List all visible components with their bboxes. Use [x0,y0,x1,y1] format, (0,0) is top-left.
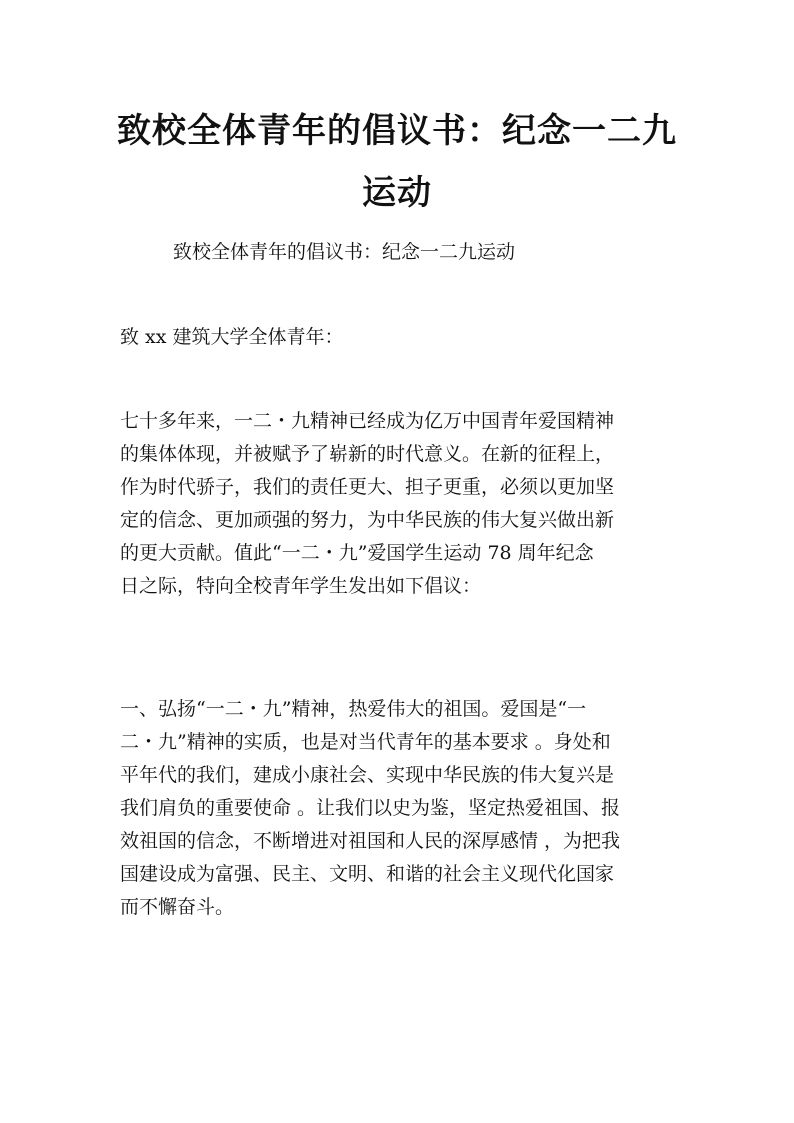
paragraph-line: 一、弘扬“一二・九”精神，热爱伟大的祖国。爱国是“一 [120,698,587,720]
paragraph-line: 而不懈奋斗。 [120,896,235,918]
paragraph-line: 七十多年来，一二・九精神已经成为亿万中国青年爱国精神 [120,410,615,432]
paragraph-line: 平年代的我们，建成小康社会、实现中华民族的伟大复兴是 [120,764,615,786]
document-subtitle: 致校全体青年的倡议书：纪念一二九运动 [173,241,516,263]
paragraph-line: 的更大贡献。值此“一二・九”爱国学生运动 78 周年纪念 [120,542,594,564]
document-title [100,100,694,224]
paragraph-line: 二・九”精神的实质，也是对当代青年的基本要求 。身处和 [120,731,611,753]
title-line: 致校全体青年的倡议书：纪念一二九 [117,111,677,151]
paragraph-line: 日之际，特向全校青年学生发出如下倡议： [120,575,482,597]
paragraph-proposal-one [120,693,620,924]
paragraph-line: 效祖国的信念，不断增进对祖国和人民的深厚感情 ，为把我 [120,830,621,852]
title-line: 运动 [362,173,432,213]
paragraph-line: 我们肩负的重要使命 。让我们以史为鉴，坚定热爱祖国、报 [120,797,621,819]
paragraph-line: 的集体体现，并被赋予了崭新的时代意义。在新的征程上， [120,443,615,465]
paragraph-intro [120,405,614,603]
paragraph-line: 国建设成为富强、民主、文明、和谐的社会主义现代化国家 [120,863,615,885]
paragraph-line: 定的信念、更加顽强的努力，为中华民族的伟大复兴做出新 [120,509,615,531]
salutation: 致 xx 建筑大学全体青年： [120,326,344,348]
paragraph-line: 作为时代骄子，我们的责任更大、担子更重，必须以更加坚 [120,476,615,498]
